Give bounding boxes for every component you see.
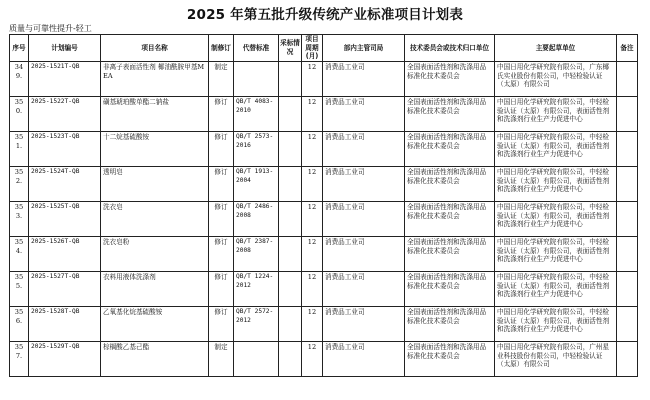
cell-department: 消费品工业司 [323,237,405,272]
standards-plan-table [9,34,638,377]
cell-plan-no: 2025-1521T-QB [29,62,101,97]
cell-seq: 350. [10,97,29,132]
cell-plan-no: 2025-1525T-QB [29,202,101,237]
cell-technical-committee: 全国表面活性剂和洗涤用品标准化技术委员会 [405,307,495,342]
cell-replaced-standard: QB/T 2387-2008 [234,237,279,272]
cell-project-name: 乙氧基化烷基硫酸铵 [101,307,209,342]
cell-drafting-units: 中国日用化学研究院有限公司，中轻检验认证（太原）有限公司，表面活性剂和洗涤剂行业生产力促进中心 [495,272,617,307]
cell-period: 12 [302,342,323,377]
table-row [10,307,638,342]
cell-note [617,307,638,342]
cell-replaced-standard: QB/T 1224-2012 [234,272,279,307]
document-title: 2025 年第五批升级传统产业标准项目计划表 [186,7,464,23]
cell-department: 消费品工业司 [323,307,405,342]
cell-project-name: 洗衣皂 [101,202,209,237]
cell-drafting-units: 中国日用化学研究院有限公司，广州星业科技股份有限公司，中轻检验认证（太原）有限公司 [495,342,617,377]
cell-note [617,62,638,97]
cell-seq: 351. [10,132,29,167]
cell-technical-committee: 全国表面活性剂和洗涤用品标准化技术委员会 [405,132,495,167]
cell-revise: 修订 [209,132,234,167]
cell-drafting-units: 中国日用化学研究院有限公司，中轻检验认证（太原）有限公司，表面活性剂和洗涤剂行业生产力促进中心 [495,202,617,237]
cell-replaced-standard: QB/T 2572-2012 [234,307,279,342]
cell-revise: 修订 [209,97,234,132]
cell-project-name: 磺基琥珀酸单酯二钠盐 [101,97,209,132]
cell-replaced-standard: QB/T 4083-2010 [234,97,279,132]
cell-drafting-units: 中国日用化学研究院有限公司，中轻检验认证（太原）有限公司，表面活性剂和洗涤剂行业生产力促进中心 [495,237,617,272]
cell-plan-no: 2025-1527T-QB [29,272,101,307]
cell-replaced-standard [234,342,279,377]
header-revise: 制修订 [209,35,234,62]
table-row [10,237,638,272]
cell-revise: 修订 [209,167,234,202]
table-row [10,132,638,167]
header-adoption: 采标情况 [279,35,302,62]
cell-adoption [279,97,302,132]
header-seq: 序号 [10,35,29,62]
cell-period: 12 [302,307,323,342]
cell-department: 消费品工业司 [323,132,405,167]
cell-revise: 修订 [209,272,234,307]
cell-note [617,272,638,307]
cell-revise: 制定 [209,342,234,377]
cell-seq: 354. [10,237,29,272]
cell-period: 12 [302,132,323,167]
cell-drafting-units: 中国日用化学研究院有限公司，中轻检验认证（太原）有限公司，表面活性剂和洗涤剂行业生产力促进中心 [495,132,617,167]
cell-plan-no: 2025-1522T-QB [29,97,101,132]
cell-replaced-standard: QB/T 1913-2004 [234,167,279,202]
cell-replaced-standard [234,62,279,97]
cell-drafting-units: 中国日用化学研究院有限公司，中轻检验认证（太原）有限公司，表面活性剂和洗涤剂行业生产力促进中心 [495,307,617,342]
cell-project-name: 衣料用液体洗涤剂 [101,272,209,307]
cell-technical-committee: 全国表面活性剂和洗涤用品标准化技术委员会 [405,342,495,377]
cell-adoption [279,132,302,167]
table-row [10,62,638,97]
header-project-name: 项目名称 [101,35,209,62]
cell-adoption [279,62,302,97]
cell-period: 12 [302,167,323,202]
cell-adoption [279,167,302,202]
cell-department: 消费品工业司 [323,272,405,307]
header-note: 备注 [617,35,638,62]
cell-technical-committee: 全国表面活性剂和洗涤用品标准化技术委员会 [405,237,495,272]
cell-revise: 修订 [209,202,234,237]
cell-note [617,202,638,237]
table-header-row [10,35,638,62]
cell-technical-committee: 全国表面活性剂和洗涤用品标准化技术委员会 [405,97,495,132]
cell-period: 12 [302,97,323,132]
cell-project-name: 透明皂 [101,167,209,202]
cell-department: 消费品工业司 [323,97,405,132]
header-drafting-units: 主要起草单位 [495,35,617,62]
cell-project-name: 十二烷基硫酸铵 [101,132,209,167]
cell-revise: 修订 [209,307,234,342]
cell-adoption [279,202,302,237]
table-row [10,202,638,237]
header-replaced-standard: 代替标准 [234,35,279,62]
cell-drafting-units: 中国日用化学研究院有限公司，中轻检验认证（太原）有限公司，表面活性剂和洗涤剂行业生产力促进中心 [495,97,617,132]
cell-plan-no: 2025-1528T-QB [29,307,101,342]
cell-technical-committee: 全国表面活性剂和洗涤用品标准化技术委员会 [405,272,495,307]
header-period: 项目周期(月) [302,35,323,62]
cell-seq: 352. [10,167,29,202]
header-department: 部内主管司局 [323,35,405,62]
cell-seq: 353. [10,202,29,237]
cell-seq: 355. [10,272,29,307]
cell-department: 消费品工业司 [323,202,405,237]
cell-plan-no: 2025-1526T-QB [29,237,101,272]
cell-drafting-units: 中国日用化学研究院有限公司，广东椰氏实业股份有限公司，中轻检验认证（太原）有限公司 [495,62,617,97]
cell-plan-no: 2025-1529T-QB [29,342,101,377]
cell-adoption [279,272,302,307]
cell-note [617,167,638,202]
table-row [10,342,638,377]
cell-note [617,342,638,377]
cell-period: 12 [302,272,323,307]
cell-seq: 356. [10,307,29,342]
cell-period: 12 [302,237,323,272]
cell-project-name: 洗衣皂粉 [101,237,209,272]
cell-replaced-standard: QB/T 2573-2016 [234,132,279,167]
cell-note [617,237,638,272]
category-subtitle: 质量与可靠性提升-轻工 [9,24,92,33]
cell-seq: 357. [10,342,29,377]
cell-project-name: 非离子表面活性剂 椰油酰胺甲基MEA [101,62,209,97]
cell-note [617,132,638,167]
cell-technical-committee: 全国表面活性剂和洗涤用品标准化技术委员会 [405,62,495,97]
cell-adoption [279,307,302,342]
cell-adoption [279,342,302,377]
cell-plan-no: 2025-1524T-QB [29,167,101,202]
cell-plan-no: 2025-1523T-QB [29,132,101,167]
cell-department: 消费品工业司 [323,167,405,202]
cell-adoption [279,237,302,272]
cell-period: 12 [302,62,323,97]
cell-seq: 349. [10,62,29,97]
table-row [10,272,638,307]
cell-revise: 制定 [209,62,234,97]
header-technical-committee: 技术委员会或技术归口单位 [405,35,495,62]
table-row [10,167,638,202]
cell-technical-committee: 全国表面活性剂和洗涤用品标准化技术委员会 [405,167,495,202]
cell-note [617,97,638,132]
cell-project-name: 棕榈酸乙基己酯 [101,342,209,377]
cell-department: 消费品工业司 [323,62,405,97]
cell-period: 12 [302,202,323,237]
cell-department: 消费品工业司 [323,342,405,377]
cell-drafting-units: 中国日用化学研究院有限公司，中轻检验认证（太原）有限公司，表面活性剂和洗涤剂行业生产力促进中心 [495,167,617,202]
cell-technical-committee: 全国表面活性剂和洗涤用品标准化技术委员会 [405,202,495,237]
cell-revise: 修订 [209,237,234,272]
header-plan-no: 计划编号 [29,35,101,62]
cell-replaced-standard: QB/T 2486-2008 [234,202,279,237]
table-row [10,97,638,132]
